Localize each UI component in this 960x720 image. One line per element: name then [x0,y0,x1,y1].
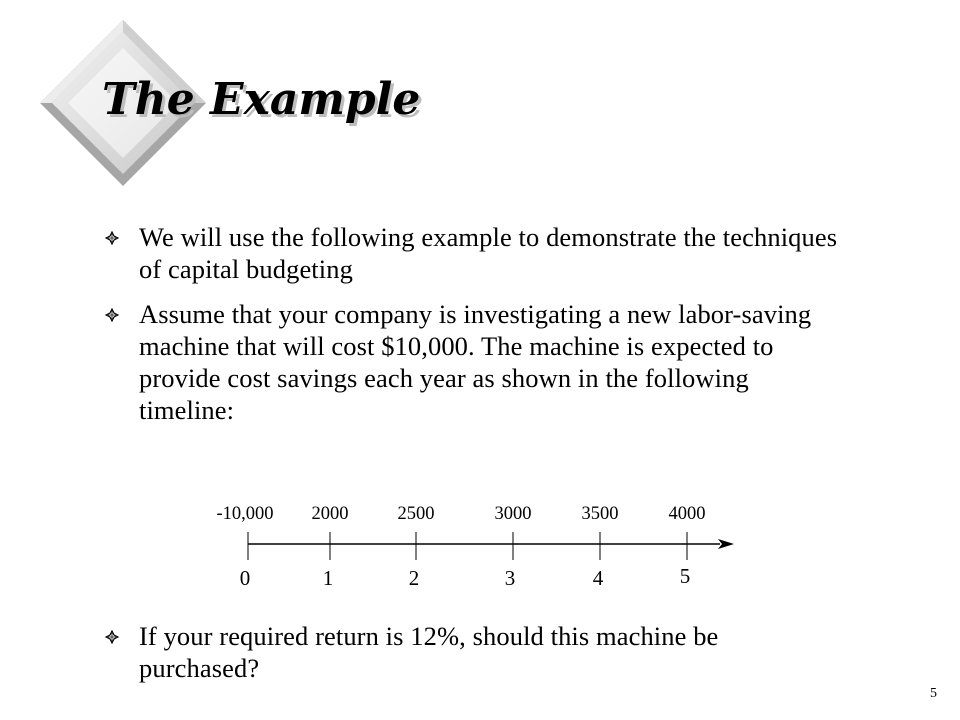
cash-flow-label: 2500 [397,504,435,524]
diamond-bullet-icon [105,308,119,322]
period-label: 0 [239,566,251,590]
cash-flow-label: 4000 [668,504,706,524]
period-label: 2 [408,566,420,590]
timeline-arrow-icon [718,539,734,549]
bullet-item [105,620,845,684]
cash-flow-timeline [200,495,760,595]
bullet-item [105,298,845,426]
cash-flow-label: -10,000 [216,504,274,524]
timeline-graphic [200,495,760,595]
page-title: The Example [102,74,421,125]
page-number: 5 [930,686,937,701]
diamond-bullet-icon [105,231,119,245]
bullet-text: We will use the following example to demonstrate the techniques of capital budgeting [139,222,838,284]
period-label: 1 [322,566,334,590]
bullet-text: If your required return is 12%, should this machine be purchased? [139,621,719,683]
period-label: 3 [504,566,516,590]
cash-flow-label: 3000 [494,504,532,524]
period-label: 5 [679,564,691,588]
diamond-bullet-icon [105,630,119,644]
bullet-text: Assume that your company is investigating a new labor-saving machine that will cost $10,000. The machine is expected to provide cost savings each year as shown in the following timeline: [139,299,812,425]
cash-flow-label: 3500 [581,504,619,524]
bullet-item [105,221,845,285]
period-label: 4 [592,566,604,590]
cash-flow-label: 2000 [311,504,349,524]
